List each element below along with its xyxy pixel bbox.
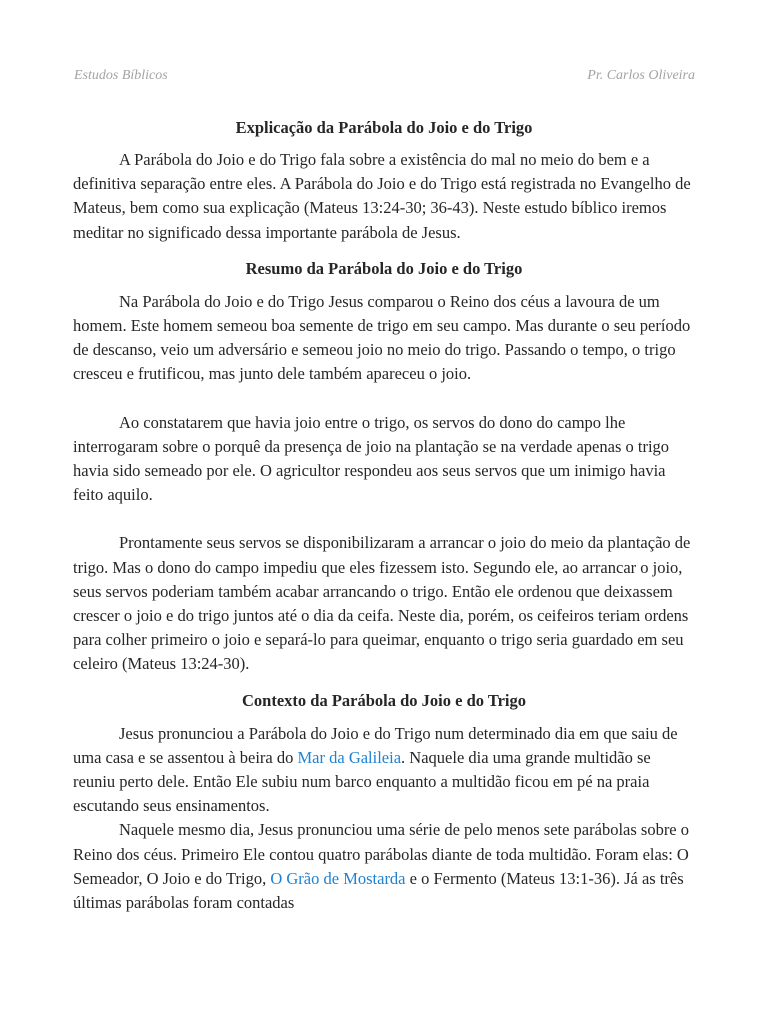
link-grao-de-mostarda[interactable]: O Grão de Mostarda [270, 868, 406, 888]
contexto-p1-text-a: Jesus pronunciou a Parábola do Joio e do Trigo num determinado dia em que saiu de uma casa e se assentou à beira do [73, 723, 678, 767]
running-header [74, 68, 695, 88]
section-heading-resumo: Resumo da Parábola do Joio e do Trigo [245, 258, 523, 278]
header-left-title: Estudos Bíblicos [74, 68, 168, 83]
resumo-paragraph-1: Na Parábola do Joio e do Trigo Jesus comparou o Reino dos céus a lavoura de um homem. Este homem semeou boa semente de trigo em seu campo. Mas durante o seu período de descanso, veio um adversário e semeou joio no meio do trigo. Passando o tempo, o trigo cresceu e frutificou, mas junto dele também apareceu o joio. [73, 291, 691, 384]
contexto-p2-text-a: Naquele mesmo dia, Jesus pronunciou uma série de pelo menos sete parábolas sobre o Reino dos céus. Primeiro Ele contou quatro parábolas diante de toda multidão. Foram elas: O Semeador, O Joio e do Trigo, [73, 820, 690, 888]
resumo-paragraph-2: Ao constatarem que havia joio entre o trigo, os servos do dono do campo lhe interrogaram sobre o porquê da presença de joio na plantação se na verdade apenas o trigo havia sido semeado por ele. O agricultor respondeu aos seus servos que um inimigo havia feito aquilo. [73, 412, 670, 505]
document-title: Explicação da Parábola do Joio e do Trigo [235, 118, 533, 137]
link-mar-da-galileia[interactable]: Mar da Galileia [297, 747, 402, 767]
contexto-p2-text-b: e o Fermento (Mateus 13:1-36). Já as três últimas parábolas foram contadas [73, 868, 684, 913]
intro-paragraph: A Parábola do Joio e do Trigo fala sobre a existência do mal no meio do bem e a definitiva separação entre eles. A Parábola do Joio e do Trigo está registrada no Evangelho de Mateus, bem como sua explicação (Mateus 13:24-30; 36-43). Neste estudo bíblico iremos meditar no significado dessa importante parábola de Jesus. [73, 150, 691, 242]
document-body [73, 116, 695, 915]
contexto-p1-text-b: . Naquele dia uma grande multidão se reuniu perto dele. Então Ele subiu num barco enquanto a multidão ficou em pé na praia escutando seus ensinamentos. [73, 747, 651, 816]
contexto-paragraph-1 [73, 722, 695, 819]
header-author: Pr. Carlos Oliveira [587, 68, 695, 83]
contexto-paragraph-2 [73, 818, 695, 915]
section-heading-contexto: Contexto da Parábola do Joio e do Trigo [241, 690, 527, 710]
resumo-paragraph-3: Prontamente seus servos se disponibilizaram a arrancar o joio do meio da plantação de trigo. Mas o dono do campo impediu que eles fizessem isto. Segundo ele, ao arrancar o joio, seus servos poderiam também acabar arrancando o trigo. Então ele ordenou que deixassem crescer o joio e do trigo juntos até o dia da ceifa. Neste dia, porém, os ceifeiros teriam ordens para colher primeiro o joio e separá-lo para queimar, enquanto o trigo seria guardado em seu celeiro (Mateus 13:24-30). [73, 533, 691, 674]
